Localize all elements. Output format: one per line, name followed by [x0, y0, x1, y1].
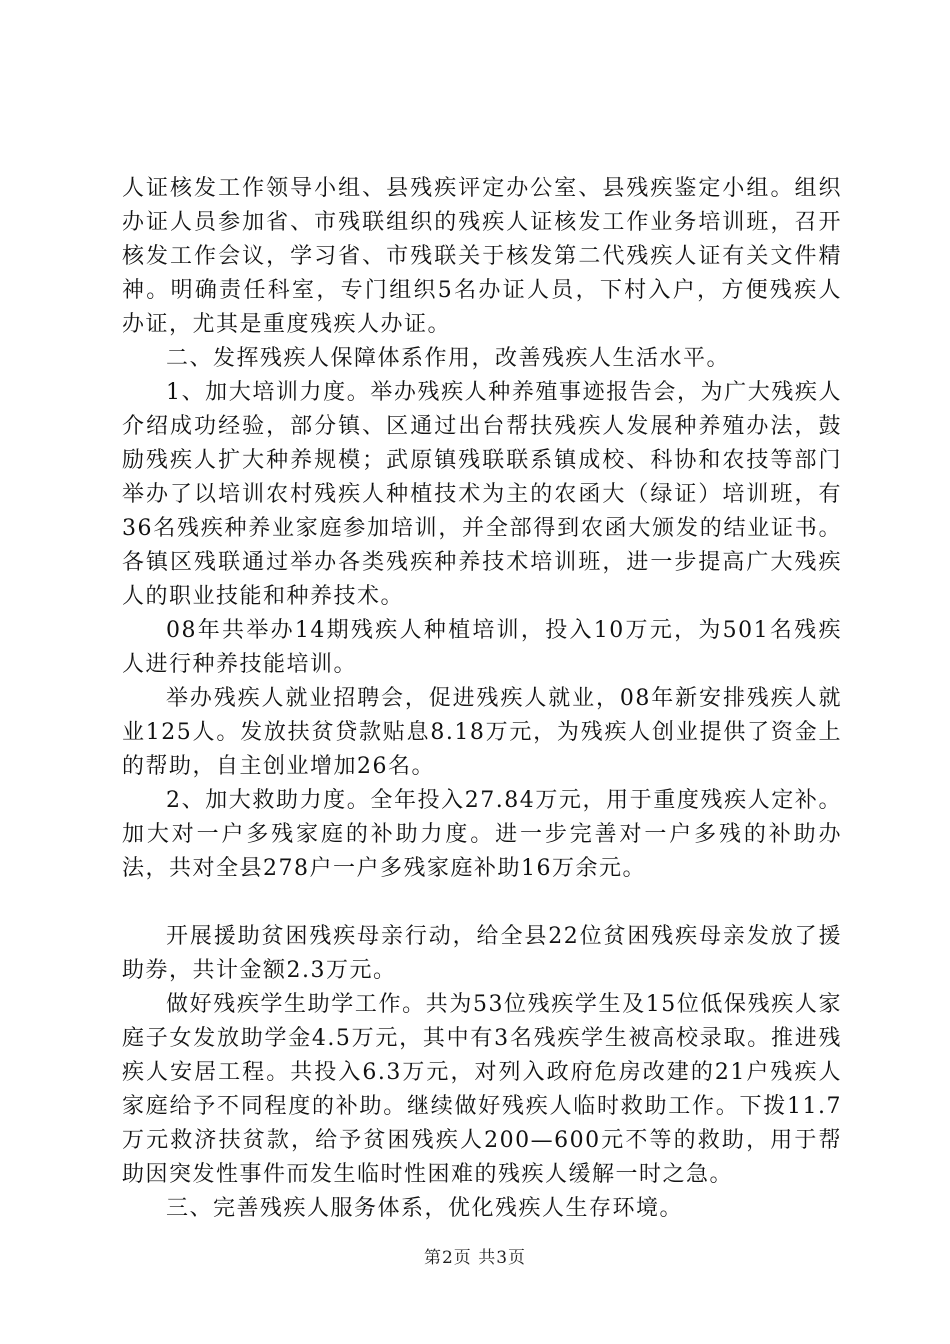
paragraph-student-aid: 做好残疾学生助学工作。共为53位残疾学生及15位低保残疾人家庭子女发放助学金4.5万元，其中有3名残疾学生被高校录取。推进残疾人安居工程。共投入6.3万元，对列入政府危房改建的21户残疾人家庭给予不同程度的补助。继续做好残疾人临时救助工作。下拨11.7万元救济扶贫款，给予贫困残疾人200—600元不等的救助，用于帮助因突发性事件而发生临时性困难的残疾人缓解一时之急。	[122, 992, 842, 1187]
paragraph-mothers-aid: 开展援助贫困残疾母亲行动，给全县22位贫困残疾母亲发放了援助券，共计金额2.3万元。	[122, 924, 842, 983]
section-heading-3: 三、完善残疾人服务体系，优化残疾人生存环境。	[166, 1196, 684, 1221]
paragraph-relief: 2、加大救助力度。全年投入27.84万元，用于重度残疾人定补。加大对一户多残家庭的补助力度。进一步完善对一户多残的补助办法，共对全县278户一户多残家庭补助16万余元。	[122, 788, 842, 881]
page-footer: 第2页 共3页	[423, 1248, 527, 1268]
section-heading-2: 二、发挥残疾人保障体系作用，改善残疾人生活水平。	[166, 346, 731, 371]
blank-line	[122, 886, 842, 920]
document-body	[122, 172, 842, 1226]
paragraph-employment: 举办残疾人就业招聘会，促进残疾人就业，08年新安排残疾人就业125人。发放扶贫贷款贴息8.18万元，为残疾人创业提供了资金上的帮助，自主创业增加26名。	[122, 686, 842, 779]
paragraph-training: 1、加大培训力度。举办残疾人种养殖事迹报告会，为广大残疾人介绍成功经验，部分镇、区通过出台帮扶残疾人发展种养殖办法，鼓励残疾人扩大种养规模；武原镇残联联系镇成校、科协和农技等部门举办了以培训农村残疾人种植技术为主的农函大（绿证）培训班，有36名残疾种养业家庭参加培训，并全部得到农函大颁发的结业证书。各镇区残联通过举办各类残疾种养技术培训班，进一步提高广大残疾人的职业技能和种养技术。	[122, 380, 842, 609]
paragraph-continuation: 人证核发工作领导小组、县残疾评定办公室、县残疾鉴定小组。组织办证人员参加省、市残联组织的残疾人证核发工作业务培训班，召开核发工作会议，学习省、市残联关于核发第二代残疾人证有关文件精神。明确责任科室，专门组织5名办证人员，下村入户，方便残疾人办证，尤其是重度残疾人办证。	[122, 176, 842, 337]
paragraph-training-stats: 08年共举办14期残疾人种植培训，投入10万元，为501名残疾人进行种养技能培训。	[122, 618, 842, 677]
